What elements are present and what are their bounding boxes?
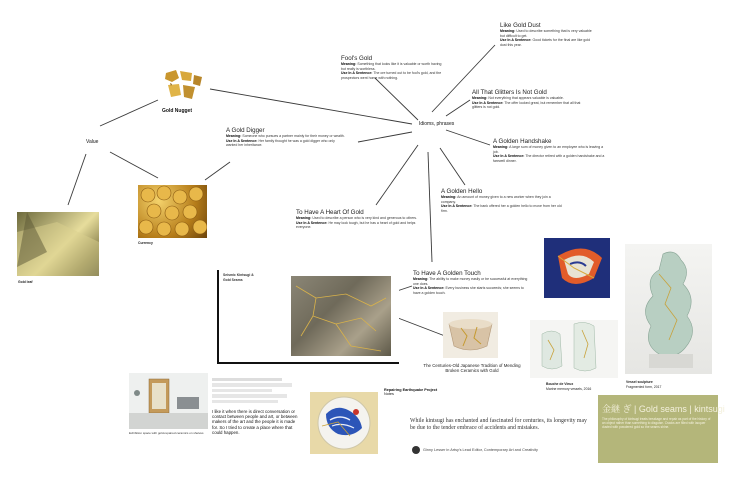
idiom-title: Fool's Gold bbox=[341, 55, 373, 62]
idiom-title: To Have A Heart Of Gold bbox=[296, 209, 364, 216]
kintsugi-bowl-image bbox=[443, 312, 498, 358]
idiom-gold-digger: A Gold Digger Meaning: Someone who pursues a partner mainly for their money or wealth. Use In A Sentence: Her family thought he was a gold digger who only wanted her inheritance. bbox=[226, 127, 345, 148]
idiom-use: The director retired with a golden handshake and a farewell dinner. bbox=[493, 154, 605, 163]
connector-seismic-bowl bbox=[398, 318, 445, 336]
connector-gold-digger bbox=[358, 132, 412, 142]
idiom-meaning: Someone who pursues a partner mainly for their money or wealth. bbox=[242, 134, 345, 138]
idiom-meaning: A large sum of money given to an employee who is leaving a job. bbox=[493, 145, 604, 154]
repairing-sub: Notes bbox=[384, 392, 394, 397]
connector-value-leaf bbox=[68, 154, 86, 205]
connector-golden-touch bbox=[428, 152, 432, 262]
repairing-project bbox=[384, 388, 437, 397]
idiom-meaning: Something that looks like it is valuable or worth having but really is worthless. bbox=[341, 62, 442, 71]
idiom-use: Her family thought he was a gold digger who only wanted her inheritance. bbox=[226, 138, 335, 148]
kintsugi-quote: While kintsugi has enchanted and fascinated for centuries, its longevity may be due to the tender embrace of accidents and mistakes. bbox=[410, 418, 587, 431]
conversation-text: I like it when there is direct conversation or contact between people and art, or between makers of the art and the people it is made for. So I tried to create a place where that could happen. bbox=[212, 408, 298, 435]
connector-value-currency bbox=[110, 152, 158, 178]
idiom-title: Like Gold Dust bbox=[500, 22, 541, 29]
idiom-golden-handshake: A Golden Handshake Meaning: A large sum of money given to an employee who is leaving a job. Use In A Sentence: The director retired with a golden handshake and a farewell dinner. bbox=[493, 138, 605, 163]
idiom-title: A Gold Digger bbox=[226, 127, 265, 134]
idiom-meaning: The ability to make money easily or be successful at everything one does. bbox=[413, 277, 528, 286]
vessel-sculpture-image bbox=[625, 244, 712, 374]
currency-image bbox=[138, 185, 207, 238]
idiom-use: He may look tough, but he has a heart of gold and helps everyone. bbox=[296, 220, 416, 230]
kintsugi-gold-seams-card bbox=[598, 395, 725, 463]
author-avatar bbox=[412, 446, 420, 454]
idiom-heart-of-gold: To Have A Heart Of Gold Meaning: Used to describe a person who is very kind and generous to others. Use In A Sentence: He may look tough, but he has a heart of gold and helps everyone. bbox=[296, 209, 418, 230]
idiom-meaning: Used to describe a person who is very kind and generous to others. bbox=[312, 216, 418, 220]
kintsugi-plate-image bbox=[544, 238, 610, 298]
connector-golden-handshake bbox=[446, 130, 490, 145]
idiom-golden-touch: To Have A Golden Touch Meaning: The ability to make money easily or be successful at everything one does. Use In A Sentence: Every business she starts succeeds; she seems to have a golden touch. bbox=[413, 270, 531, 295]
idiom-title: All That Glitters Is Not Gold bbox=[472, 89, 547, 96]
connector-heart-of-gold bbox=[376, 145, 418, 205]
idiom-use: The offer looked great, but remember that all that glitters is not gold. bbox=[472, 100, 581, 110]
idiom-use: The ore turned out to be fool's gold, and the prospectors went home with nothing. bbox=[341, 71, 442, 80]
idiom-use: The bank offered her a golden hello to move from her old firm. bbox=[441, 204, 562, 213]
repairing-title: Repairing Earthquake Project bbox=[384, 388, 438, 392]
idiom-title: A Golden Handshake bbox=[493, 138, 552, 145]
connector-golden-hello bbox=[440, 148, 465, 185]
quote-author: Ginny Lesser in Artsy's Lead Editor, Contemporary Art and Creativity bbox=[423, 448, 538, 452]
museum-caption: Exhibition space with gold-repaired ceramics on shelves bbox=[129, 431, 204, 435]
gold-nugget-label: Gold Nugget bbox=[162, 108, 192, 114]
idiom-title: A Golden Hello bbox=[441, 188, 483, 195]
center-label: Idioms, phrases bbox=[419, 121, 455, 127]
blue-plate-image bbox=[310, 392, 378, 454]
idiom-meaning: An amount of money given to a new worker when they join a company. bbox=[441, 195, 551, 204]
seismic-subtitle: Gold Seams bbox=[223, 278, 243, 282]
idiom-all-that-glitters: All That Glitters Is Not Gold Meaning: Not everything that appears valuable is valuable. Use In A Sentence: The offer looked great, but remember that all that glitters is not gold. bbox=[472, 89, 581, 110]
idiom-meaning: Used to describe something that is very valuable but difficult to get. bbox=[500, 29, 592, 38]
connector-fools-gold bbox=[375, 78, 418, 120]
idiom-meaning: Not everything that appears valuable is valuable. bbox=[488, 96, 564, 100]
idiom-like-gold-dust: Like Gold Dust Meaning: Used to describe something that is very valuable but difficult to get. Use In A Sentence: Good tickets for the final are like gold dust this year. bbox=[500, 22, 595, 47]
idiom-fools-gold: Fool's Gold Meaning: Something that looks like it is valuable or worth having but really is worthless. Use In A Sentence: The ore turned out to be fool's gold, and the prospectors went home with nothing. bbox=[341, 55, 446, 80]
seismic-title: Seismic Kintsugi & bbox=[223, 273, 254, 277]
connector-nugget bbox=[210, 89, 412, 124]
gold-leaf-label: Gold leaf bbox=[18, 280, 33, 284]
kintsugi-heading: 金継 ぎ | Gold seams | kintsugi bbox=[602, 404, 725, 414]
museum-interior-image bbox=[129, 373, 208, 429]
connector-all-that-glitters bbox=[446, 100, 470, 116]
vessel-title: Vessel sculpture bbox=[626, 380, 653, 384]
idiom-use: Good tickets for the final are like gold dust this year. bbox=[500, 38, 591, 47]
seismic-kintsugi-panel bbox=[217, 270, 399, 364]
connector-value-nugget bbox=[100, 100, 158, 126]
value-label: Value bbox=[86, 139, 99, 145]
conversation-card bbox=[212, 376, 298, 456]
idiom-title: To Have A Golden Touch bbox=[413, 270, 481, 277]
connector-currency-digger bbox=[205, 162, 230, 180]
bowl-caption: The Centuries-Old Japanese Tradition of Mending Broken Ceramics with Gold bbox=[423, 363, 521, 374]
cracked-concrete-image bbox=[291, 276, 391, 356]
gold-nugget-image bbox=[162, 69, 204, 103]
idiom-golden-hello: A Golden Hello Meaning: An amount of money given to a new worker when they join a company. Use In A Sentence: The bank offered her a golden hello to move from her old firm. bbox=[441, 188, 566, 213]
currency-label: Currency bbox=[138, 241, 153, 245]
kintsugi-text: The philosophy of kintsugi treats breakage and repair as part of the history of an object rather than something to disguise. Cracks are filled with lacquer dusted with powdered gold so the seams shine. bbox=[602, 417, 711, 430]
conversation-filler bbox=[212, 378, 298, 403]
gold-leaf-image bbox=[17, 212, 99, 276]
vessel-sub: Fragmented form, 2017 bbox=[626, 385, 662, 389]
bouche-title: Bouche de Vieux bbox=[546, 382, 574, 386]
bouche-sub: Marine memory vessels, 2016 bbox=[546, 387, 592, 391]
bouche-vases-image bbox=[530, 320, 618, 378]
idiom-use: Every business she starts succeeds; she seems to have a golden touch. bbox=[413, 286, 524, 295]
